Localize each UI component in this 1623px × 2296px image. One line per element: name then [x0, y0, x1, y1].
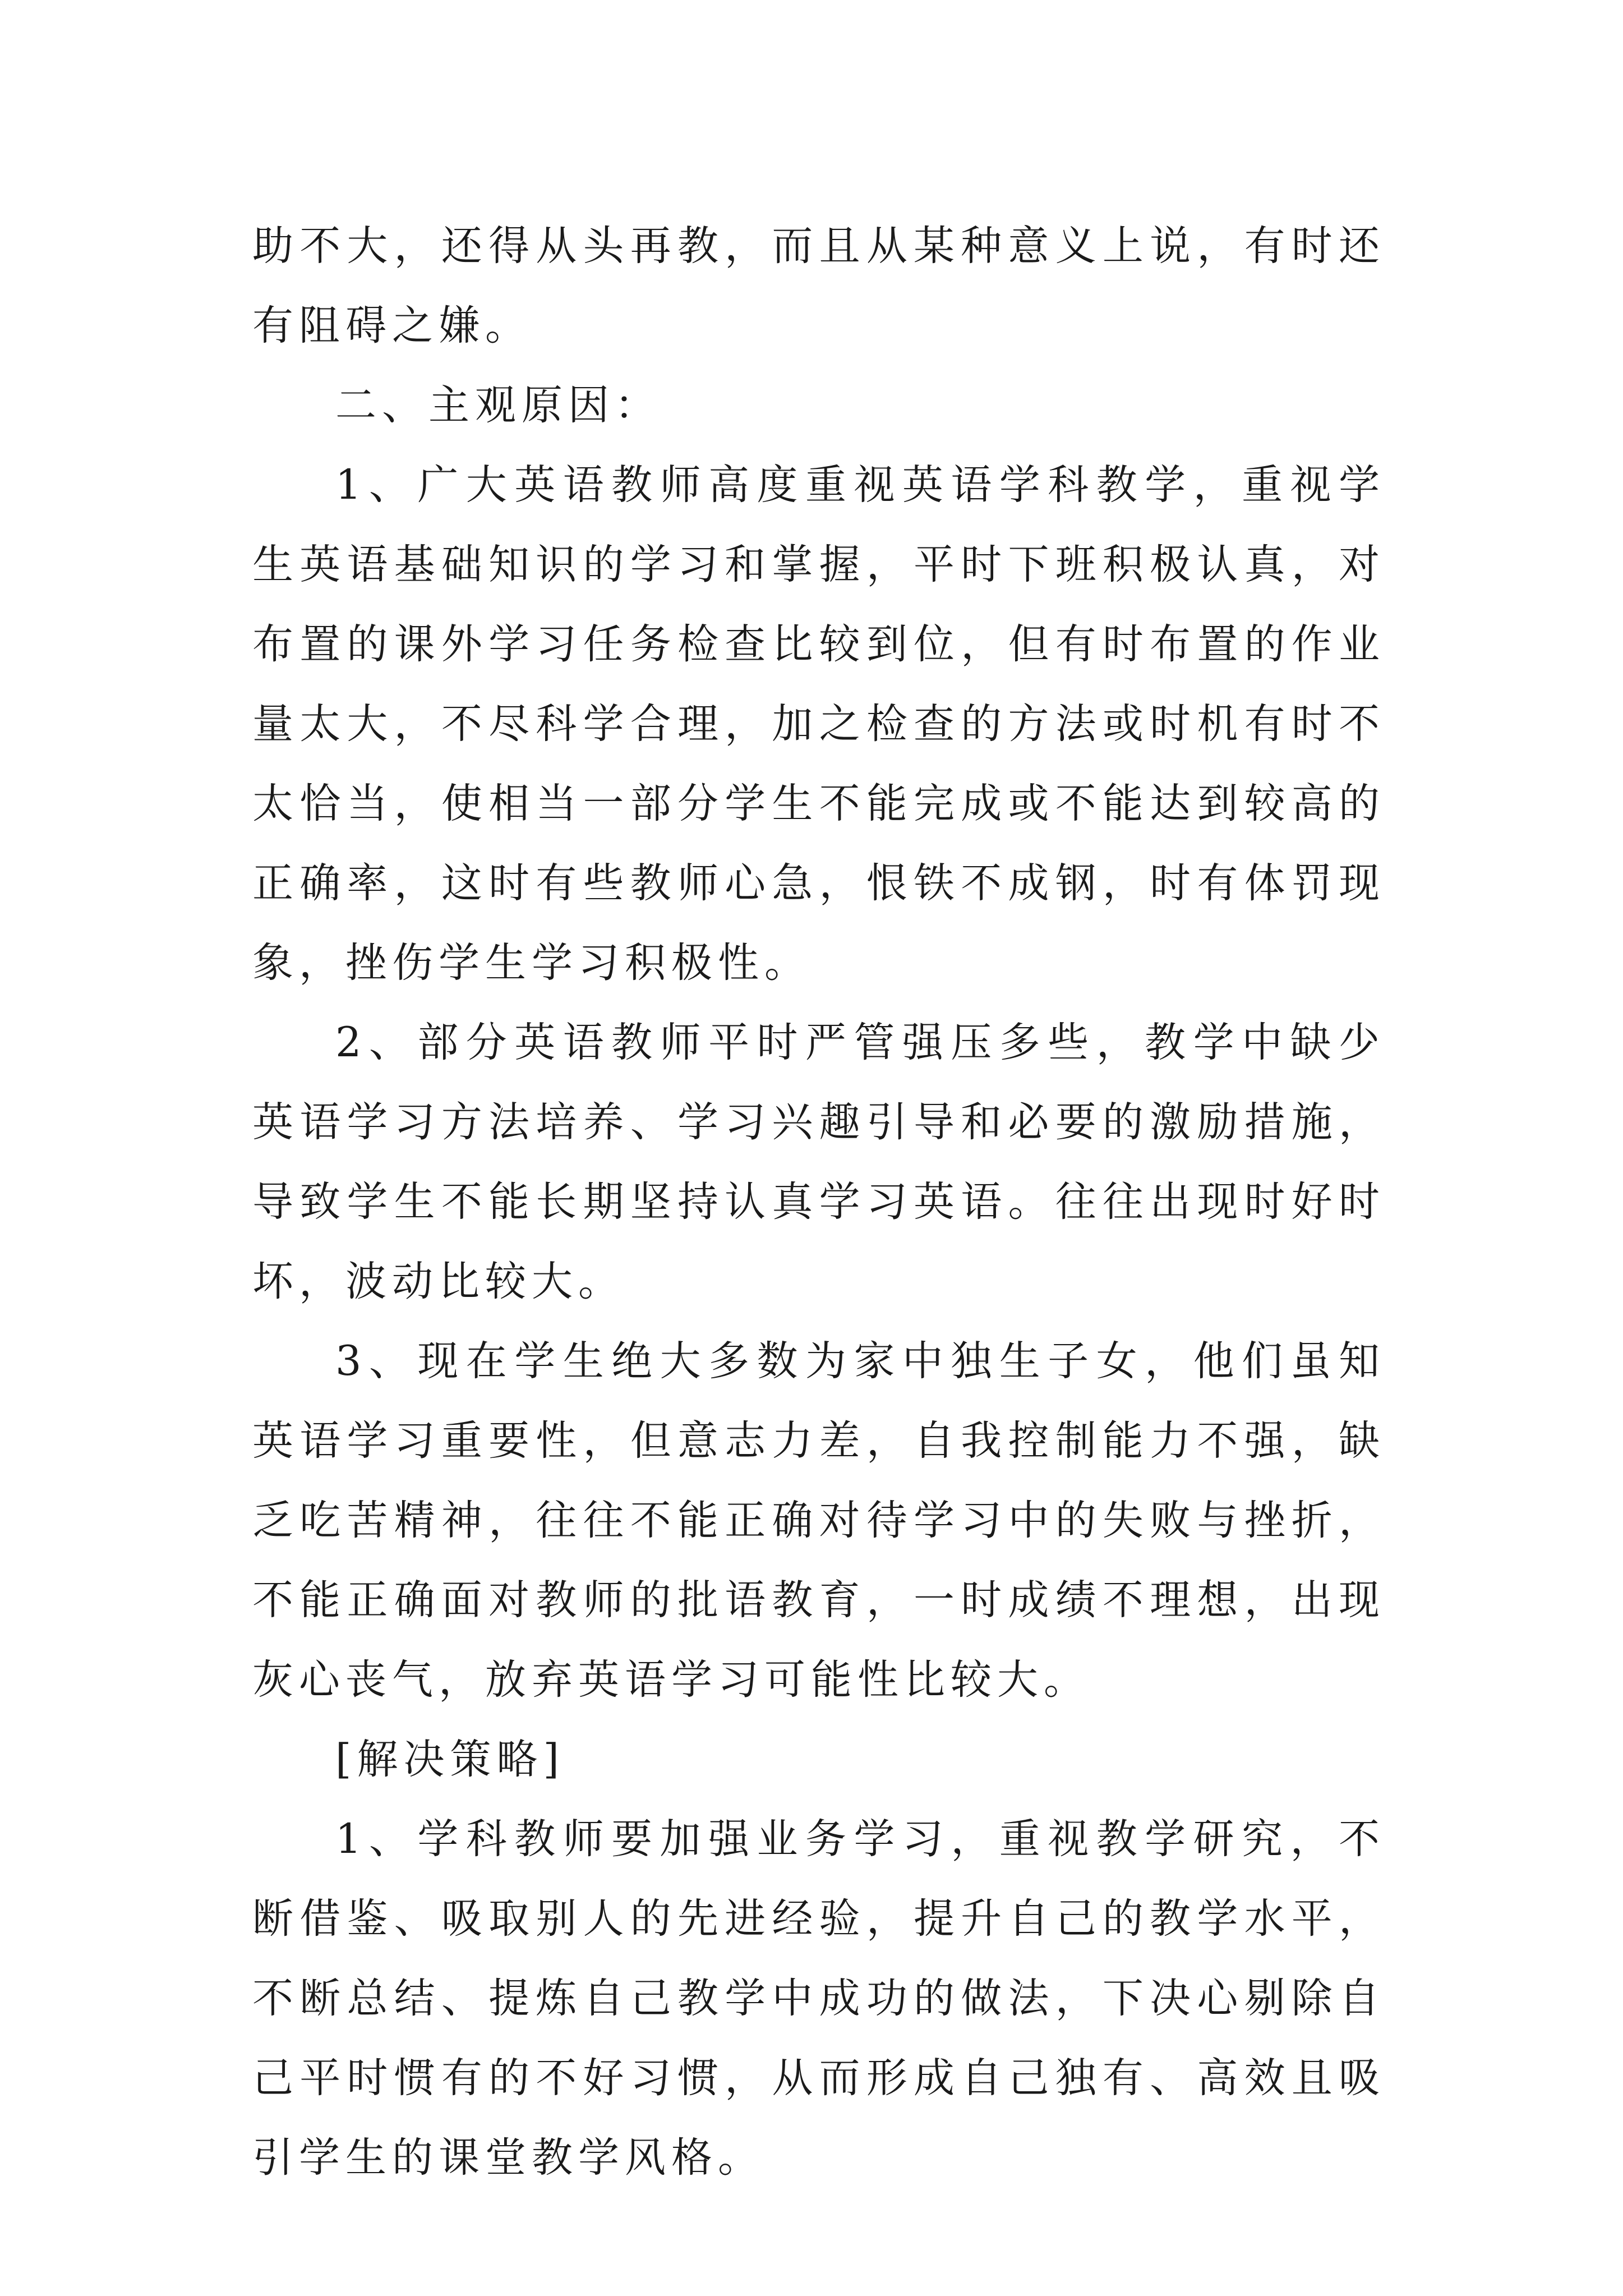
paragraph-point-2: 2、部分英语教师平时严管强压多些，教学中缺少英语学习方法培养、学习兴趣引导和必要的激励措施，导致学生不能长期坚持认真学习英语。往往出现时好时坏，波动比较大。 [252, 1019, 1385, 1305]
paragraph-continuation: 助不大，还得从头再教，而且从某种意义上说，有时还有阻碍之嫌。 [252, 222, 1385, 349]
section-heading-subjective-reasons: 二、主观原因： [335, 381, 661, 429]
section-heading-solutions: [解决策略] [335, 1736, 565, 1783]
paragraph-solution-1: 1、学科教师要加强业务学习，重视教学研究，不断借鉴、吸取别人的先进经验，提升自己的教学水平，不断总结、提炼自己教学中成功的做法，下决心剔除自己平时惯有的不好习惯，从而形成自己独有、高效且吸引学生的课堂教学风格。 [252, 1815, 1385, 2182]
paragraph-point-3: 3、现在学生绝大多数为家中独生子女，他们虽知英语学习重要性，但意志力差，自我控制能力不强，缺乏吃苦精神，往往不能正确对待学习中的失败与挫折，不能正确面对教师的批语教育，一时成绩不理想，出现灰心丧气，放弃英语学习可能性比较大。 [252, 1337, 1385, 1704]
document-body [252, 206, 1385, 2198]
paragraph-point-1: 1、广大英语教师高度重视英语学科教学，重视学生英语基础知识的学习和掌握，平时下班积极认真，对布置的课外学习任务检查比较到位，但有时布置的作业量太大，不尽科学合理，加之检查的方法或时机有时不太恰当，使相当一部分学生不能完成或不能达到较高的正确率，这时有些教师心急，恨铁不成钢，时有体罚现象，挫伤学生学习积极性。 [252, 461, 1385, 987]
